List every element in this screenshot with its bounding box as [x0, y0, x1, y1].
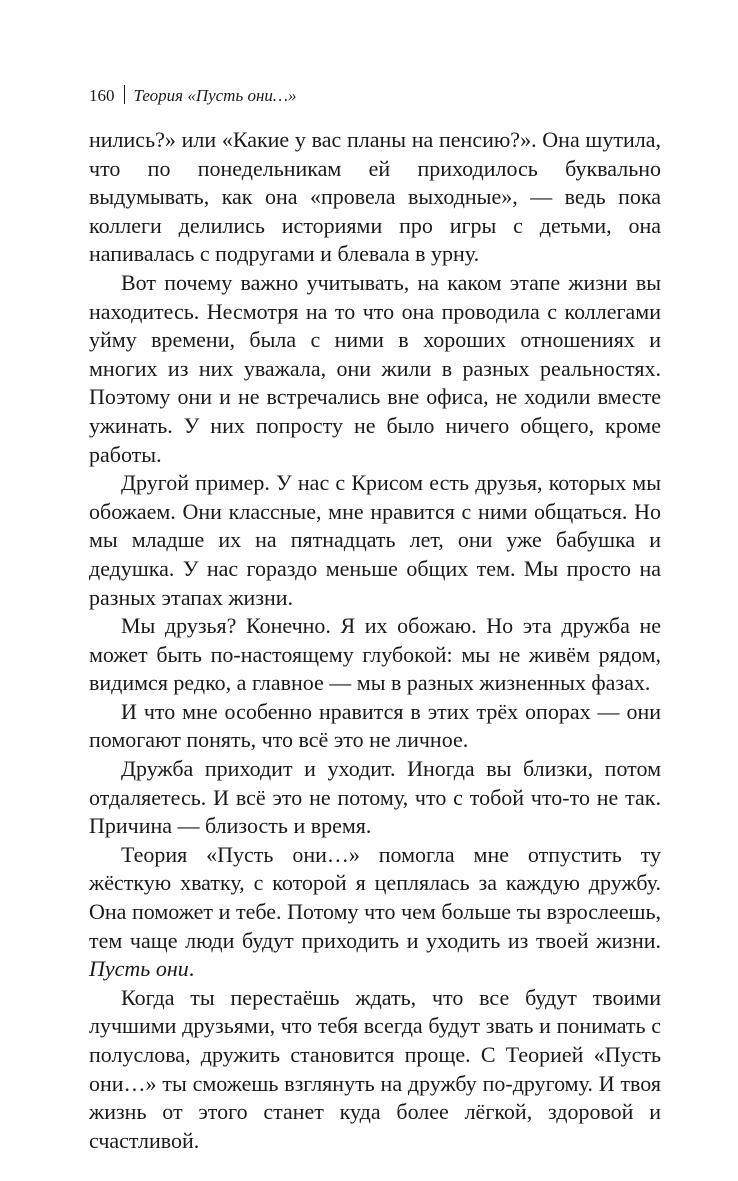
paragraph: И что мне особенно нравится в этих трёх опорах — они помогают понять, что всё это не личное. [89, 698, 661, 753]
paragraph-tail: . [188, 956, 195, 982]
emphasis-text: Пусть они [89, 956, 189, 982]
paragraph: нились?» или «Какие у вас планы на пенсию?». Она шутила, что по понедельникам ей приходилось буквально выдумывать, как она «провела выходные», — ведь пока коллеги делились историями про игры с детьми, она напивалась с подругами и блевала в урну. [89, 127, 661, 267]
running-head [89, 85, 297, 107]
paragraph: Дружба приходит и уходит. Иногда вы близки, потом отдаляетесь. И всё это не потому, что с тобой что-то не так. Причина — близость и время. [89, 756, 661, 839]
paragraph: Когда ты перестаёшь ждать, что все будут твоими лучшими друзьями, что тебя всегда будут звать и понимать с полуслова, дружить становится проще. С Теорией «Пусть они…» ты сможешь взглянуть на дружбу по-другому. И твоя жизнь от этого станет куда более лёгкой, здоровой и счастливой. [89, 984, 661, 1153]
running-head-title: Теория «Пусть они…» [133, 86, 297, 105]
body-text [89, 126, 661, 1155]
paragraph: Другой пример. У нас с Крисом есть друзья, которых мы обожаем. Они классные, мне нравится с ними общаться. Но мы младше их на пятнадцать лет, они уже бабушка и дедушка. У нас гораздо меньше общих тем. Мы просто на разных этапах жизни. [89, 470, 661, 610]
paragraph: Вот почему важно учитывать, на каком этапе жизни вы находитесь. Несмотря на то что она проводила с коллегами уйму времени, была с ними в хороших отношениях и многих из них уважала, они жили в разных реальностях. Поэтому они и не встречались вне офиса, не ходили вместе ужинать. У них попросту не было ничего общего, кроме работы. [89, 269, 661, 467]
page-number: 160 [89, 86, 115, 105]
paragraph [89, 841, 661, 984]
paragraph: Мы друзья? Конечно. Я их обожаю. Но эта дружба не может быть по-настоящему глубокой: мы не живём рядом, видимся редко, а главное — мы в разных жизненных фазах. [89, 613, 661, 696]
paragraph-text: Теория «Пусть они…» помогла мне отпустить ту жёсткую хватку, с которой я цеплялась за каждую дружбу. Она поможет и тебе. Потому что чем больше ты взрослеешь, тем чаще люди будут приходить и уходить из твоей жизни. [89, 841, 661, 953]
header-separator [124, 85, 125, 104]
